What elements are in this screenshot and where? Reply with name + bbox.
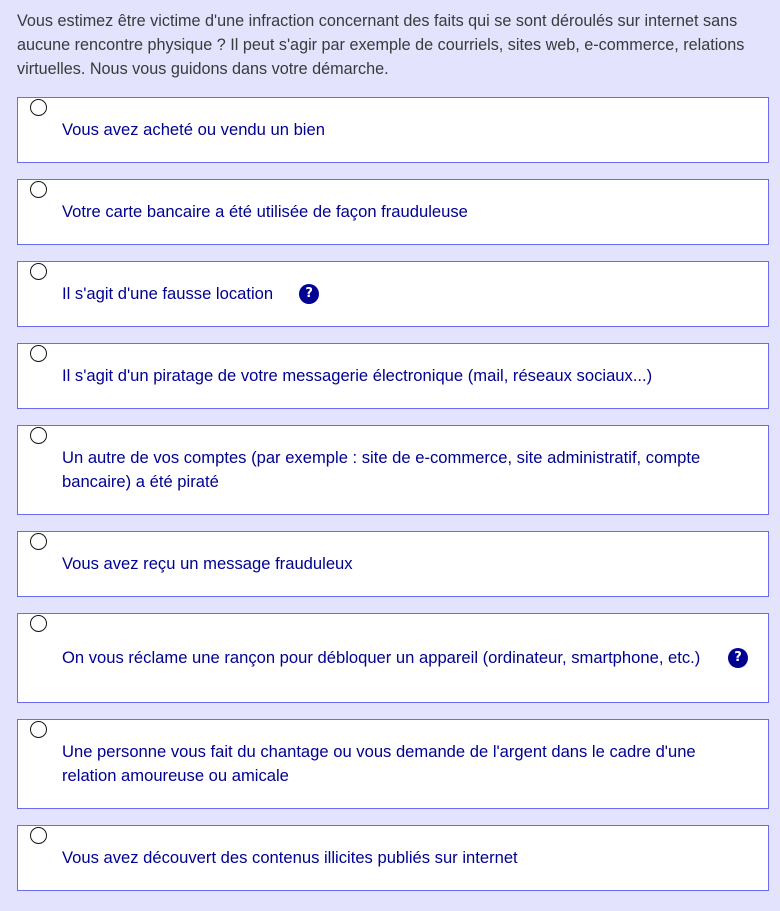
radio-button[interactable] xyxy=(30,427,47,444)
option-label: Un autre de vos comptes (par exemple : site de e-commerce, site administratif, compte bancaire) a été piraté xyxy=(62,448,701,491)
radio-button[interactable] xyxy=(30,533,47,550)
question-circle-icon[interactable]: ? xyxy=(728,648,748,668)
form-container xyxy=(17,0,769,867)
option-illicit-content[interactable] xyxy=(17,825,769,891)
option-label: On vous réclame une rançon pour débloquer un appareil (ordinateur, smartphone, etc.) xyxy=(62,648,701,667)
radio-button[interactable] xyxy=(30,181,47,198)
radio-button[interactable] xyxy=(30,263,47,280)
intro-text: Vous estimez être victime d'une infraction concernant des faits qui se sont déroulés sur internet sans aucune rencontre physique ? Il peut s'agir par exemple de courriels, sites web, e-commerce, relations virtuelles. Nous vous guidons dans votre démarche. xyxy=(17,12,745,78)
option-label: Une personne vous fait du chantage ou vous demande de l'argent dans le cadre d'une relation amoureuse ou amicale xyxy=(62,742,696,785)
option-ransomware[interactable] xyxy=(17,613,769,703)
option-fake-rental[interactable] xyxy=(17,261,769,327)
option-label: Vous avez acheté ou vendu un bien xyxy=(62,120,325,139)
option-other-account-hacked[interactable] xyxy=(17,425,769,515)
option-label: Vous avez découvert des contenus illicites publiés sur internet xyxy=(62,848,518,867)
option-fraudulent-message[interactable] xyxy=(17,531,769,597)
option-blackmail-romance[interactable] xyxy=(17,719,769,809)
option-label: Il s'agit d'un piratage de votre messagerie électronique (mail, réseaux sociaux...) xyxy=(62,366,653,385)
radio-button[interactable] xyxy=(30,345,47,362)
radio-button[interactable] xyxy=(30,99,47,116)
radio-button[interactable] xyxy=(30,827,47,844)
option-label: Vous avez reçu un message frauduleux xyxy=(62,554,353,573)
option-bought-or-sold[interactable] xyxy=(17,97,769,163)
question-circle-icon[interactable]: ? xyxy=(299,284,319,304)
radio-button[interactable] xyxy=(30,615,47,632)
radio-button[interactable] xyxy=(30,721,47,738)
option-label: Il s'agit d'une fausse location xyxy=(62,284,274,303)
option-email-hacking[interactable] xyxy=(17,343,769,409)
option-bank-card-fraud[interactable] xyxy=(17,179,769,245)
option-label: Votre carte bancaire a été utilisée de façon frauduleuse xyxy=(62,202,468,221)
